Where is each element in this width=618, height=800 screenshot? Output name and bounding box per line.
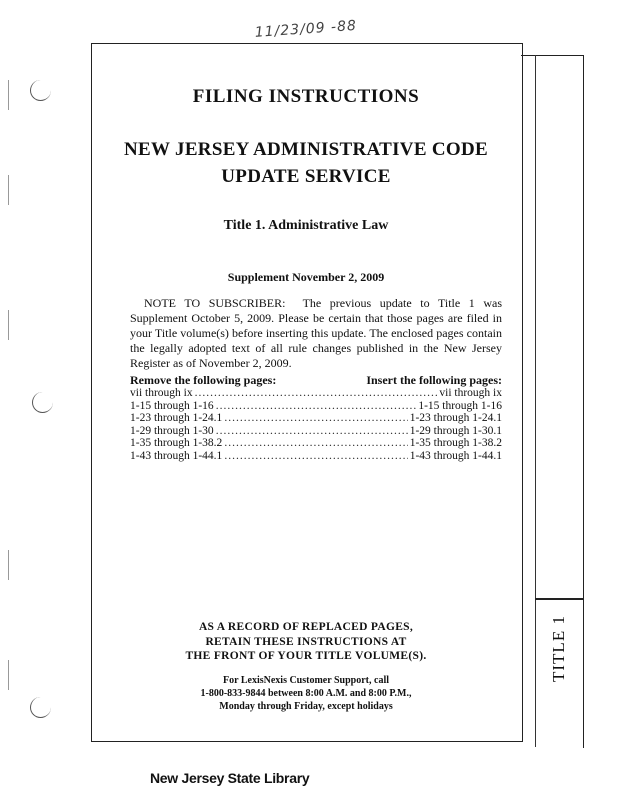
tab-divider: [535, 598, 583, 600]
remove-header: Remove the following pages:: [130, 373, 277, 387]
subheading-line-1: NEW JERSEY ADMINISTRATIVE CODE: [124, 139, 488, 160]
leader-dots: [224, 412, 407, 425]
remove-pages: vii through ix: [130, 387, 193, 399]
margin-mark: [8, 80, 9, 110]
subheading: [91, 136, 521, 190]
insert-pages: 1-35 through 1-38.2: [409, 437, 502, 449]
subheading-line-2: UPDATE SERVICE: [221, 166, 391, 187]
note-label: NOTE TO SUBSCRIBER:: [144, 296, 286, 310]
leader-dots: [195, 387, 438, 400]
pages-header: [130, 373, 502, 388]
record-line-3: THE FRONT OF YOUR TITLE VOLUME(S).: [185, 650, 427, 662]
margin-mark: [8, 310, 9, 340]
support-line-1: For LexisNexis Customer Support, call: [222, 675, 389, 686]
library-stamp: New Jersey State Library: [150, 770, 310, 786]
insert-pages: 1-29 through 1-30.1: [409, 424, 502, 437]
margin-mark: [8, 550, 9, 580]
subscriber-note: [130, 296, 502, 371]
supplement-date: Supplement November 2, 2009: [227, 270, 385, 284]
insert-pages: 1-23 through 1-24.1: [409, 412, 502, 424]
page-row: [130, 437, 502, 450]
title-tab-label: TITLE 1: [549, 615, 568, 682]
record-line-1: AS A RECORD OF REPLACED PAGES,: [198, 621, 414, 633]
title-line: Title 1. Administrative Law: [223, 218, 389, 233]
remove-pages: 1-29 through 1-30: [130, 424, 214, 437]
page-row: [130, 425, 502, 438]
customer-support: [91, 674, 521, 713]
insert-pages: vii through ix: [439, 387, 502, 399]
remove-pages: 1-43 through 1-44.1: [130, 449, 223, 462]
support-line-2: 1-800-833-9844 between 8:00 A.M. and 8:00 P.M.,: [200, 688, 412, 699]
insert-header: Insert the following pages:: [366, 373, 502, 387]
page-row: [130, 450, 502, 463]
note-text: The previous update to Title 1 was Supplement October 5, 2009. Please be certain that those pages are filed in your Title volume(s) before inserting this update. The enclosed pages contain the legally adopted text of all rule changes published in the New Jersey Register as of November 2, 2009.: [130, 296, 503, 370]
page-row: [130, 412, 502, 425]
leader-dots: [216, 425, 408, 438]
binder-hole-middle: [32, 392, 53, 413]
tab-inner-line: [535, 55, 536, 747]
leader-dots: [216, 400, 417, 413]
remove-pages: 1-23 through 1-24.1: [130, 412, 223, 424]
record-notice: [91, 620, 521, 664]
remove-pages: 1-35 through 1-38.2: [130, 437, 223, 449]
binder-hole-top: [30, 80, 51, 101]
record-line-2: RETAIN THESE INSTRUCTIONS AT: [205, 635, 407, 648]
margin-mark: [8, 175, 9, 205]
support-line-3: Monday through Friday, except holidays: [219, 701, 393, 712]
leader-dots: [224, 450, 407, 463]
page-title: FILING INSTRUCTIONS: [192, 86, 420, 107]
pages-table: [130, 387, 502, 462]
margin-mark: [8, 660, 9, 690]
remove-pages: 1-15 through 1-16: [130, 399, 214, 412]
page-row: [130, 400, 502, 413]
binder-hole-bottom: [30, 697, 51, 718]
handwritten-note: 11/23/09 -88: [254, 17, 358, 41]
leader-dots: [224, 437, 407, 450]
page-row: [130, 387, 502, 400]
insert-pages: 1-43 through 1-44.1: [409, 449, 502, 462]
insert-pages: 1-15 through 1-16: [418, 399, 502, 412]
